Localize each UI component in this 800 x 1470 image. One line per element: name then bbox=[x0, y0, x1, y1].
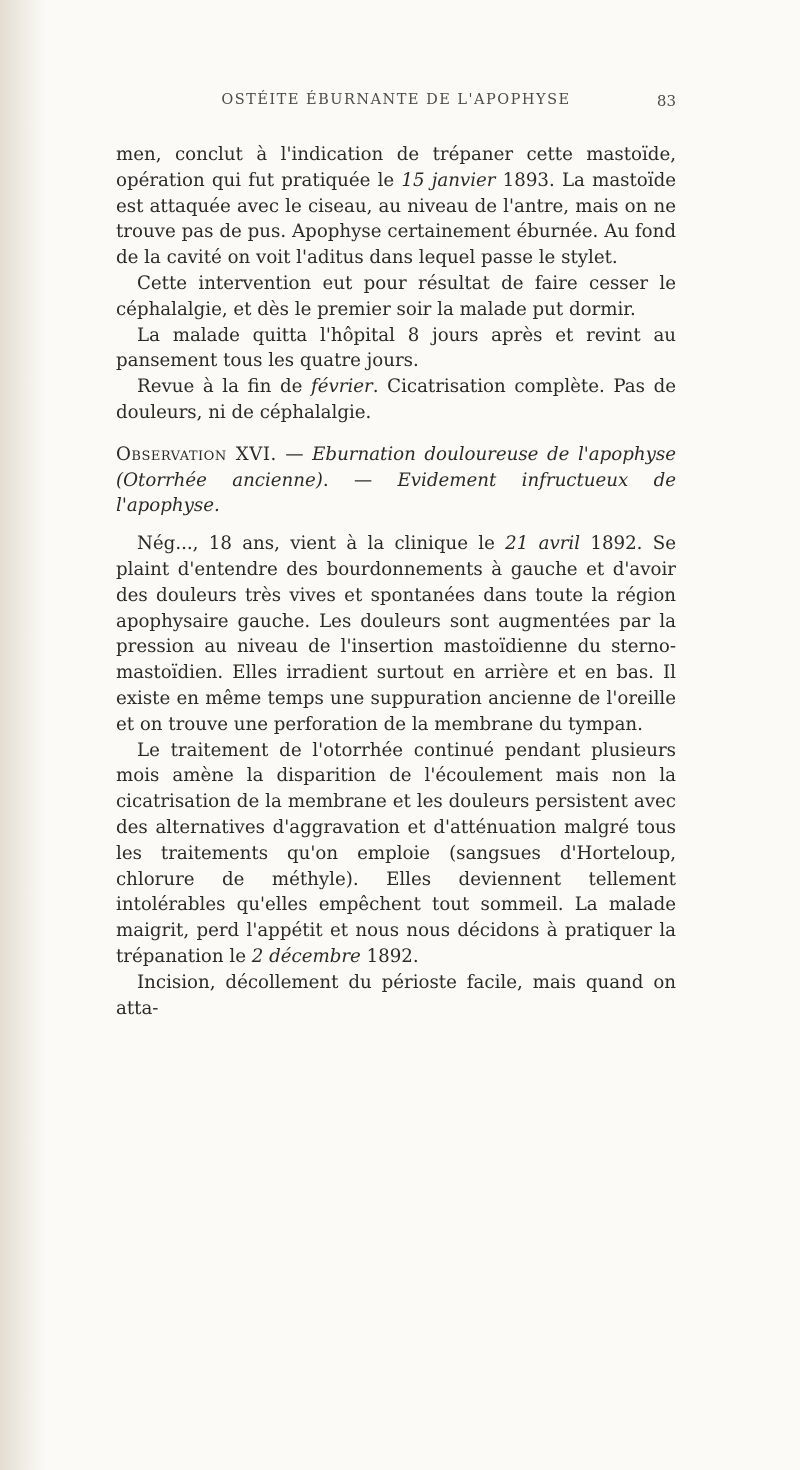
paragraph-5: Nég..., 18 ans, vient à la clinique le 21 avril 1892. Se plaint d'entendre des bourdonnements à gauche et d'avoir des douleurs très vives et spontanées dans toute la région apophysaire gauche. Les douleurs sont augmentées par la pression au niveau de l'insertion mastoïdienne du sterno-mastoïdien. Elles irradient surtout en arrière et en bas. Il existe en même temps une suppuration ancienne de l'oreille et on trouve une perforation de la membrane du tympan. bbox=[116, 533, 676, 735]
paragraph-6: Le traitement de l'otorrhée continué pendant plusieurs mois amène la disparition de l'écoulement mais non la cicatrisation de la membrane et les douleurs persistent avec des alternatives d'aggravation et d'atténuation malgré tous les traitements qu'on emploie (sangsues d'Horteloup, chlorure de méthyle). Elles deviennent tellement intolérables qu'elles empêchent tout sommeil. La malade maigrit, perd l'appétit et nous nous décidons à pratiquer la trépanation le 2 décembre 1892. bbox=[116, 739, 676, 967]
paragraph-3: La malade quitta l'hôpital 8 jours après et revint au pansement tous les quatre jours. bbox=[116, 324, 676, 372]
observation-label: Observation XVI. bbox=[116, 443, 277, 465]
paragraph-2: Cette intervention eut pour résultat de faire cesser le céphalalgie, et dès le premier soir la malade put dormir. bbox=[116, 272, 676, 320]
running-title: OSTÉITE ÉBURNANTE DE L'APOPHYSE bbox=[221, 92, 571, 108]
paragraph-1: men, conclut à l'indication de trépaner cette mastoïde, opération qui fut pratiquée le 15 janvier 1893. La mastoïde est attaquée avec le ciseau, au niveau de l'antre, mais on ne trouve pas de pus. Apophyse certainement éburnée. Au fond de la cavité on voit l'aditus dans lequel passe le stylet. bbox=[116, 144, 676, 269]
page-edge-shadow bbox=[0, 0, 46, 1470]
running-header bbox=[116, 92, 676, 122]
page-body bbox=[116, 142, 676, 1021]
observation-title: Eburnation douloureuse de l'apophyse bbox=[312, 443, 676, 465]
observation-procedure: Evidement infructueux de l'apophyse. bbox=[116, 469, 676, 517]
observation-subtitle: (Otorrhée ancienne) bbox=[116, 469, 323, 491]
paragraph-4: Revue à la fin de février. Cicatrisation complète. Pas de douleurs, ni de céphalalgie. bbox=[116, 376, 676, 423]
observation-heading: Observation XVI. — Eburnation douloureuse de l'apophyse (Otorrhée ancienne). — Evidement infructueux de l'apophyse. bbox=[116, 443, 676, 517]
page-number: 83 bbox=[656, 92, 676, 110]
paragraph-7: Incision, décollement du périoste facile, mais quand on atta- bbox=[116, 971, 676, 1019]
